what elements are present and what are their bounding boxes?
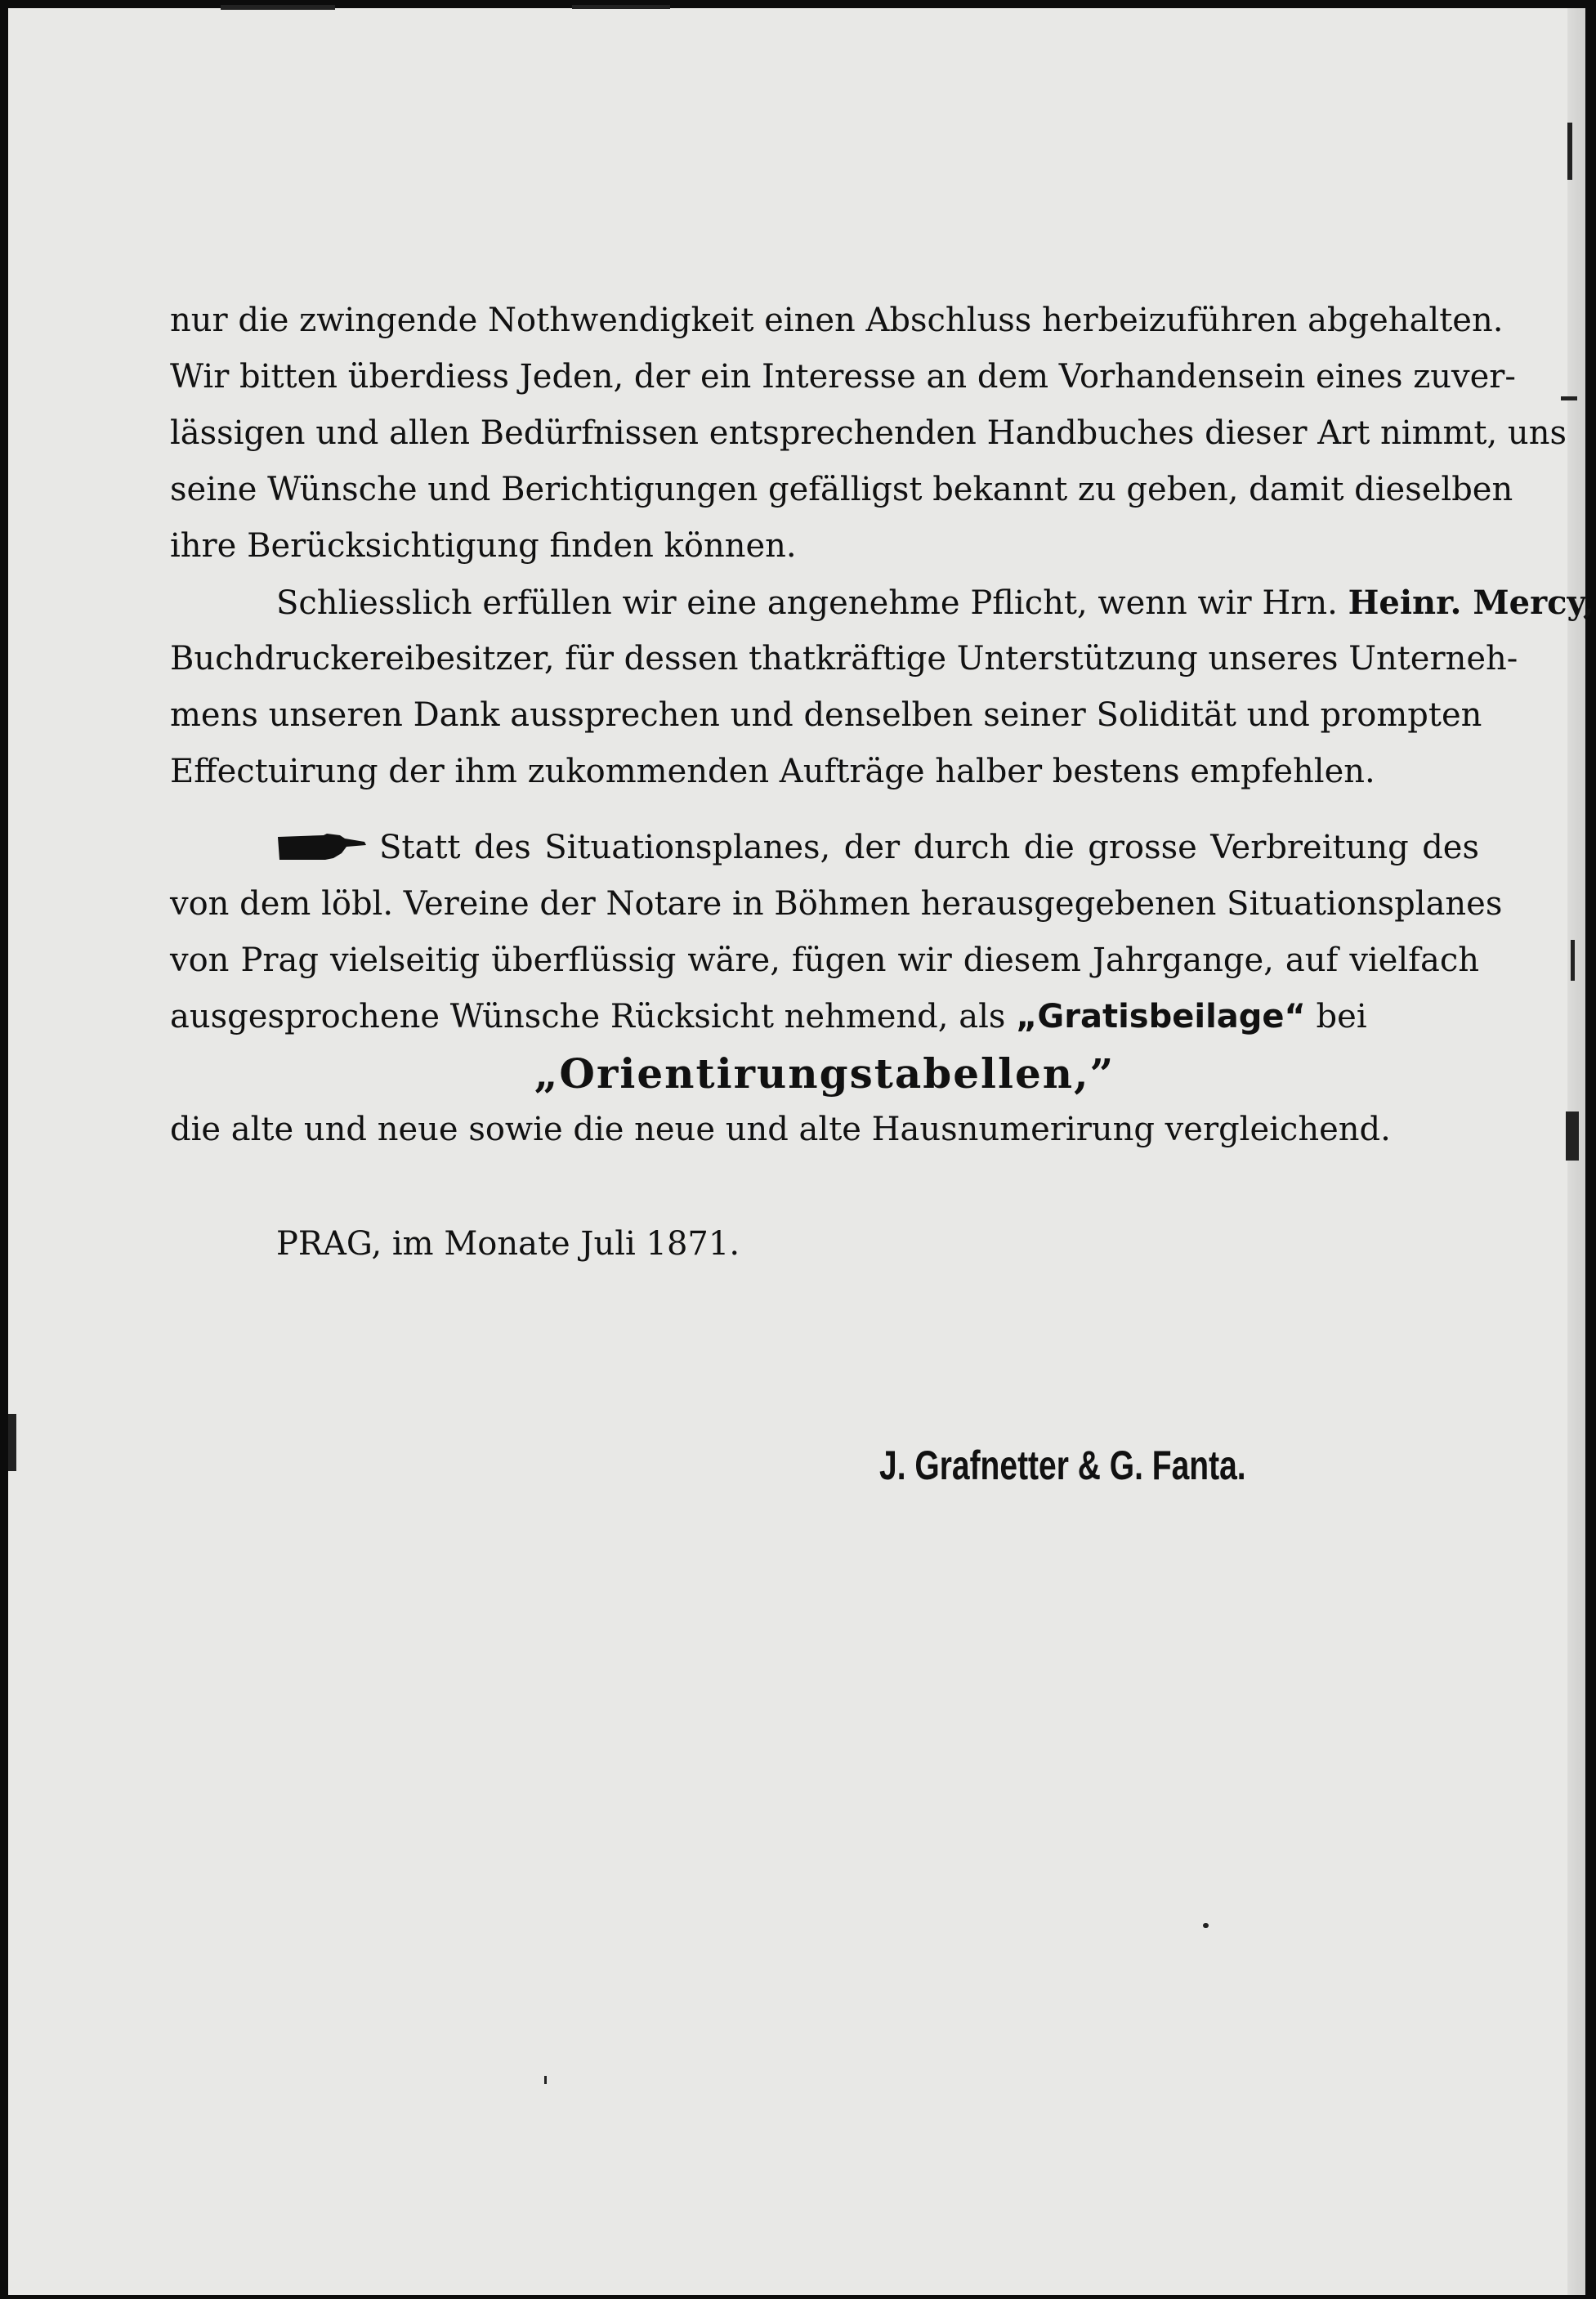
text-line bbox=[170, 989, 1479, 1045]
margin-mark bbox=[1567, 123, 1572, 180]
text-line: lässigen und allen Bedürfnissen entsprechenden Handbuches dieser Art nimmt, uns bbox=[170, 414, 1567, 452]
text-line: von Prag vielseitig überflüssig wäre, fügen wir diesem Jahrgange, auf vielfach bbox=[170, 942, 1479, 979]
text-span: Statt des Situationsplanes, der durch die grosse Verbreitung des bbox=[379, 829, 1479, 866]
place-and-date: PRAG, im Monate Juli 1871. bbox=[276, 1225, 740, 1263]
text-span: ausgesprochene Wünsche Rücksicht nehmend, als bbox=[170, 998, 1006, 1035]
paragraph-closing-remarks bbox=[170, 293, 1567, 575]
pointing-hand-icon bbox=[276, 832, 368, 865]
text-line: Effectuirung der ihm zukommenden Aufträge halber bestens empfehlen. bbox=[170, 753, 1375, 790]
text-line: Buchdruckereibesitzer, für dessen thatkräftige Unterstützung unseres Unterneh- bbox=[170, 640, 1518, 678]
text-line: die alte und neue sowie die neue und alte Hausnumerirung vergleichend. bbox=[170, 1111, 1391, 1148]
supplement-heading: „Orientirungstabellen,” bbox=[534, 1049, 1115, 1098]
margin-mark bbox=[221, 5, 335, 10]
margin-mark bbox=[1561, 396, 1577, 400]
printer-name: Heinr. Mercy, bbox=[1348, 584, 1594, 622]
text-line: seine Wünsche und Berichtigungen gefälligst bekannt zu geben, damit dieselben bbox=[170, 471, 1513, 508]
document-page bbox=[8, 8, 1594, 2295]
text-line: von dem löbl. Vereine der Notare in Böhmen herausgegebenen Situationsplanes bbox=[170, 885, 1503, 923]
margin-mark bbox=[1571, 940, 1575, 981]
text-line: nur die zwingende Nothwendigkeit einen Abschluss herbeizuführen abgehalten. bbox=[170, 302, 1504, 339]
text-line bbox=[170, 575, 1594, 631]
supplement-label: „Gratisbeilage“ bbox=[1016, 998, 1306, 1035]
paragraph-acknowledgement bbox=[170, 575, 1594, 800]
margin-mark bbox=[572, 5, 670, 9]
text-line bbox=[170, 820, 1479, 876]
text-span: bei bbox=[1316, 998, 1367, 1035]
speck-mark bbox=[1203, 1923, 1209, 1928]
text-line: mens unseren Dank aussprechen und denselben seiner Solidität und prompten bbox=[170, 696, 1482, 734]
publisher-signature: J. Grafnetter & G. Fanta. bbox=[879, 1442, 1246, 1488]
paragraph-supplement-notice bbox=[170, 820, 1503, 1158]
speck-mark bbox=[544, 2076, 547, 2084]
margin-mark bbox=[8, 1414, 16, 1471]
text-span: Schliesslich erfüllen wir eine angenehme Pflicht, wenn wir Hrn. bbox=[276, 584, 1338, 622]
margin-mark bbox=[1566, 1111, 1579, 1161]
text-line: Wir bitten überdiess Jeden, der ein Interesse an dem Vorhandensein eines zuver- bbox=[170, 358, 1516, 396]
text-line: ihre Berücksichtigung finden können. bbox=[170, 527, 797, 565]
